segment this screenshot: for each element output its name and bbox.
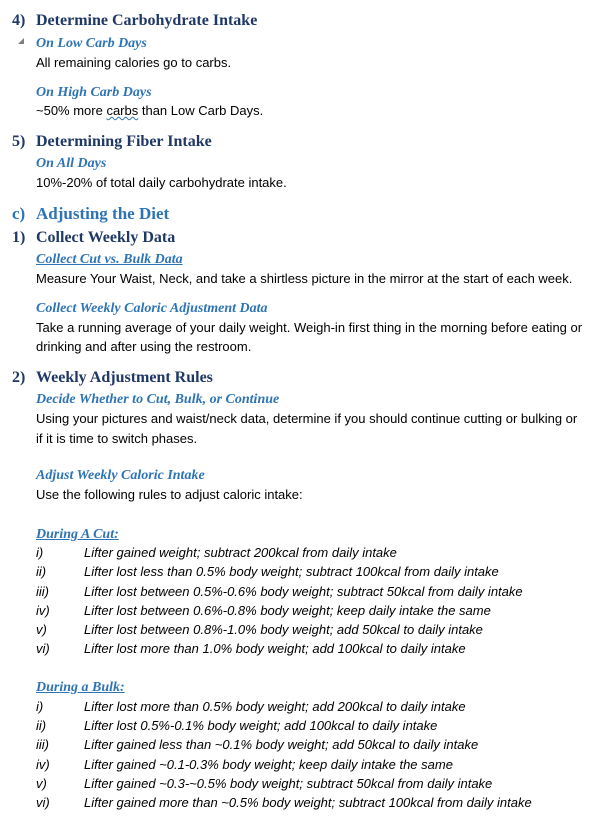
rule-number: ii) — [36, 564, 47, 579]
decide-heading: Decide Whether to Cut, Bulk, or Continue — [36, 392, 280, 407]
high-carb-text: ~50% more carbs than Low Carb Days. — [36, 103, 264, 118]
cut-heading: During A Cut: — [36, 527, 119, 542]
cut-bulk-data-heading: Collect Cut vs. Bulk Data — [36, 252, 183, 267]
high-carb-heading: On High Carb Days — [36, 85, 152, 100]
caloric-data-text-1: Take a running average of your daily weight. Weigh-in first thing in the morning before eating or — [36, 320, 583, 335]
section-2-heading: Weekly Adjustment Rules — [36, 369, 213, 386]
rule-number: iv) — [36, 757, 50, 772]
section-c-number: c) — [12, 204, 26, 223]
all-days-heading: On All Days — [36, 156, 107, 171]
section-2-number: 2) — [12, 369, 26, 386]
low-carb-text: All remaining calories go to carbs. — [36, 55, 232, 70]
rule-number: i) — [36, 545, 44, 560]
rule-number: vi) — [36, 795, 50, 810]
low-carb-heading: On Low Carb Days — [36, 36, 147, 51]
decide-text-1: Using your pictures and waist/neck data, determine if you should continue cutting or bulking or — [36, 411, 578, 426]
cut-bulk-data-text: Measure Your Waist, Neck, and take a shirtless picture in the mirror at the start of each week. — [36, 271, 573, 286]
all-days-text: 10%-20% of total daily carbohydrate intake. — [36, 175, 287, 190]
rule-number: ii) — [36, 718, 47, 733]
rule-text: Lifter gained less than ~0.1% body weight; add 50kcal to daily intake — [84, 737, 479, 752]
rule-number: v) — [36, 776, 47, 791]
section-1-number: 1) — [12, 229, 26, 246]
rule-number: iv) — [36, 603, 50, 618]
adjust-heading: Adjust Weekly Caloric Intake — [36, 468, 205, 483]
section-5-number: 5) — [12, 133, 26, 150]
adjust-text: Use the following rules to adjust caloric intake: — [36, 487, 303, 502]
rule-text: Lifter gained ~0.3-~0.5% body weight; subtract 50kcal from daily intake — [84, 776, 493, 791]
rule-text: Lifter gained weight; subtract 200kcal from daily intake — [84, 545, 397, 560]
rule-number: iii) — [36, 584, 49, 599]
rule-text: Lifter lost more than 0.5% body weight; add 200kcal to daily intake — [84, 699, 466, 714]
rule-text: Lifter lost less than 0.5% body weight; subtract 100kcal from daily intake — [84, 564, 499, 579]
rule-text: Lifter lost between 0.6%-0.8% body weight; keep daily intake the same — [84, 603, 491, 618]
section-c-heading: Adjusting the Diet — [36, 204, 170, 223]
bulk-heading: During a Bulk: — [36, 680, 125, 695]
section-1-heading: Collect Weekly Data — [36, 229, 176, 246]
section-4-number: 4) — [12, 12, 26, 29]
spellcheck-word: carbs — [106, 103, 139, 118]
rule-number: vi) — [36, 641, 50, 656]
collapse-triangle-icon[interactable] — [18, 38, 24, 44]
caloric-data-text-2: drinking and after using the restroom. — [36, 339, 252, 354]
rule-text: Lifter gained more than ~0.5% body weight; subtract 100kcal from daily intake — [84, 795, 532, 810]
rule-text: Lifter lost more than 1.0% body weight; add 100kcal to daily intake — [84, 641, 466, 656]
section-5-heading: Determining Fiber Intake — [36, 133, 212, 150]
rule-text: Lifter lost 0.5%-0.1% body weight; add 100kcal to daily intake — [84, 718, 438, 733]
rule-number: iii) — [36, 737, 49, 752]
rule-text: Lifter lost between 0.5%-0.6% body weight; subtract 50kcal from daily intake — [84, 584, 523, 599]
rule-number: v) — [36, 622, 47, 637]
rule-text: Lifter lost between 0.8%-1.0% body weight; add 50kcal to daily intake — [84, 622, 483, 637]
decide-text-2: if it is time to switch phases. — [36, 431, 198, 446]
rule-text: Lifter gained ~0.1-0.3% body weight; keep daily intake the same — [84, 757, 453, 772]
rule-number: i) — [36, 699, 44, 714]
caloric-data-heading: Collect Weekly Caloric Adjustment Data — [36, 301, 268, 316]
section-4-heading: Determine Carbohydrate Intake — [36, 12, 258, 29]
